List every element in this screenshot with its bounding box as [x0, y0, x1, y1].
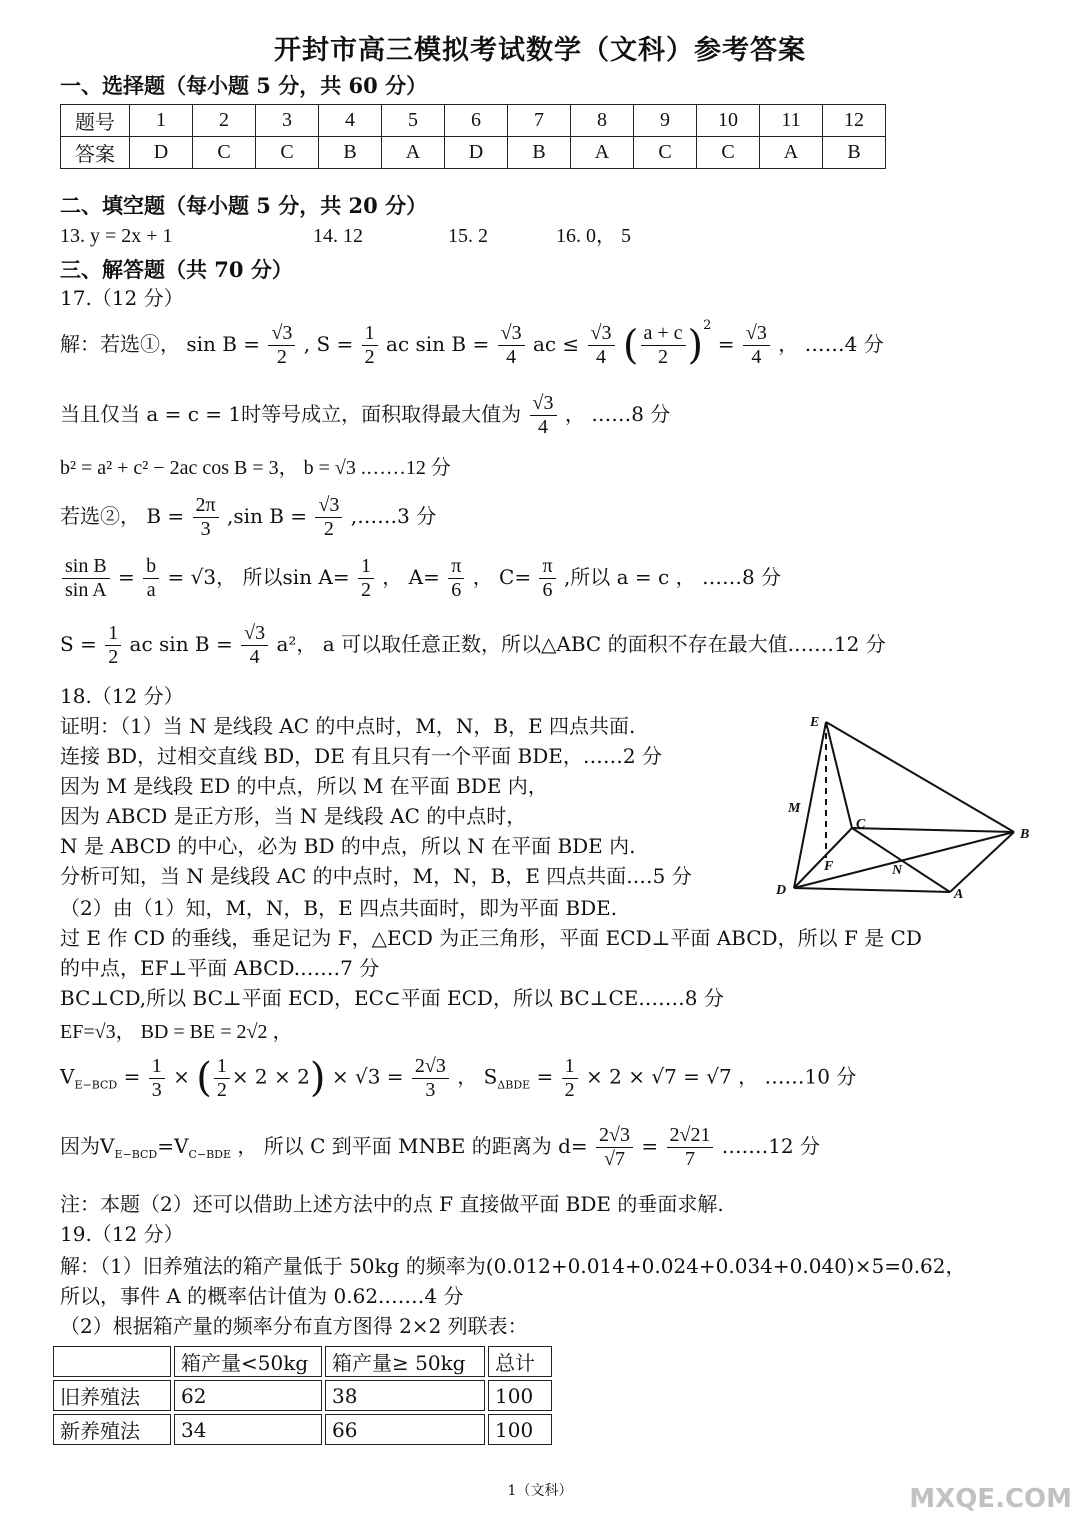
denominator: 2	[360, 579, 371, 601]
q18-line-6: 分析可知，当 N 是线段 AC 的中点时，M，N，B，E 四点共面.…5 分	[60, 864, 692, 888]
fraction	[149, 1055, 165, 1102]
denominator: 4	[249, 646, 260, 668]
numerator: 1	[362, 322, 378, 346]
q18-line-5: N 是 ABCD 的中心，必为 BD 的中点，所以 N 在平面 BDE 内.	[60, 834, 636, 858]
label-d: D	[776, 883, 787, 898]
q17-line-5	[60, 555, 781, 602]
page-title: 开封市高三模拟考试数学（文科）参考答案	[274, 35, 806, 66]
q18-l12-text-f: ， S	[457, 1064, 498, 1089]
q18-line-9: 的中点，EF⊥平面 ABCD.……7 分	[60, 956, 380, 980]
label-a: A	[954, 887, 964, 902]
answer-cell: C	[634, 137, 697, 169]
fraction	[530, 392, 557, 439]
denominator: 3	[200, 518, 211, 540]
q18-l13-text-b: =V	[157, 1134, 189, 1158]
numerator: π	[539, 555, 555, 579]
fill-answer-15: 15. 2	[448, 225, 488, 247]
q17-l4-text-b: ,sin B =	[227, 504, 308, 528]
section-multiple-choice-heading: 一、选择题（每小题 5 分，共 60 分）	[60, 73, 428, 98]
answer-row	[61, 137, 886, 169]
q18-line-1: 证明：（1）当 N 是线段 AC 的中点时，M，N，B，E 四点共面.	[60, 714, 636, 738]
numerator: 1	[105, 622, 121, 646]
header-cell: 箱产量≥ 50kg	[325, 1346, 485, 1377]
denominator: 2	[108, 646, 119, 668]
q17-l5-text-b: = √3， 所以sin A=	[167, 565, 350, 589]
q17-l1-text-b: , S =	[303, 332, 354, 356]
question-number: 5	[382, 105, 445, 137]
q17-l5-text-c: ， A=	[382, 565, 440, 589]
denominator: √7	[604, 1148, 626, 1170]
question-number: 1	[130, 105, 193, 137]
q18-line-13	[60, 1124, 820, 1171]
row-label: 新养殖法	[53, 1414, 171, 1445]
subscript: C−BDE	[188, 1148, 232, 1161]
answer-cell: D	[445, 137, 508, 169]
label-c: C	[856, 817, 866, 832]
question-number: 9	[634, 105, 697, 137]
q17-l2-text-a: 当且仅当 a = c = 1时等号成立，面积取得最大值为	[60, 402, 522, 426]
q19-line-3: （2）根据箱产量的频率分布直方图得 2×2 列联表：	[60, 1314, 528, 1338]
answer-cell: C	[193, 137, 256, 169]
numerator: √3	[498, 322, 525, 346]
numerator: 1	[149, 1055, 165, 1079]
numerator: π	[448, 555, 464, 579]
subscript: E−BCD	[74, 1078, 118, 1092]
label-n: N	[892, 863, 903, 878]
q18-l13-text-c: ， 所以 C 到平面 MNBE 的距离为 d=	[237, 1134, 588, 1158]
contingency-table	[50, 1343, 555, 1448]
answer-cell: A	[571, 137, 634, 169]
q18-l13-text-e: .……12 分	[721, 1134, 821, 1158]
numerator: 1	[214, 1055, 230, 1079]
answer-cell: A	[760, 137, 823, 169]
denominator: 4	[751, 346, 762, 368]
fraction	[315, 494, 342, 541]
q17-l5-text-e: ,所以 a = c ， ……8 分	[563, 565, 782, 589]
label-m: M	[788, 801, 801, 816]
row-label: 答案	[61, 137, 130, 169]
denominator: 3	[151, 1078, 162, 1101]
q18-line-11: EF=√3， BD = BE = 2√2 ，	[60, 1021, 293, 1043]
table-row	[53, 1414, 552, 1445]
answer-cell: D	[130, 137, 193, 169]
q17-l1-text-e: =	[717, 332, 735, 356]
question-number: 7	[508, 105, 571, 137]
q17-line-2	[60, 392, 670, 439]
contingency-header-row	[53, 1346, 552, 1377]
table-cell: 34	[174, 1414, 322, 1445]
denominator: 4	[506, 346, 517, 368]
fraction	[241, 622, 268, 669]
edge-da	[794, 888, 950, 892]
numerator: √3	[241, 622, 268, 646]
numerator: √3	[268, 322, 295, 346]
q18-l13-text-a: 因为V	[60, 1134, 115, 1158]
numerator: 2√3	[596, 1124, 633, 1148]
numerator: sin B	[62, 555, 110, 579]
q18-line-8: 过 E 作 CD 的垂线，垂足记为 F，△ECD 为正三角形，平面 ECD⊥平面 ABCD，所以 F 是 CD	[60, 926, 922, 950]
table-cell: 66	[325, 1414, 485, 1445]
q18-heading: 18.（12 分）	[60, 684, 184, 708]
q19-line-1: 解：（1）旧养殖法的箱产量低于 50kg 的频率为(0.012+0.014+0.024+0.034+0.040)×5=0.62，	[60, 1254, 966, 1278]
edge-dc	[794, 828, 852, 888]
q17-l5-text-a: =	[118, 565, 135, 589]
edge-cb	[852, 828, 1014, 832]
question-number: 6	[445, 105, 508, 137]
subscript: ΔBDE	[497, 1078, 531, 1092]
q17-l5-text-d: ， C=	[472, 565, 532, 589]
q17-l4-text-c: ,……3 分	[350, 504, 437, 528]
q18-line-3: 因为 M 是线段 ED 的中点，所以 M 在平面 BDE 内，	[60, 774, 548, 798]
q17-l6-text-a: S =	[60, 632, 97, 656]
diagonal-ca	[852, 828, 950, 892]
q18-note: 注：本题（2）还可以借助上述方法中的点 F 直接做平面 BDE 的垂面求解.	[60, 1192, 724, 1216]
q17-line-1: 解：若选①， sin B = $\frac{√3}{2}$ , S = $\frac{1}{2}$ ac sin B = $\frac{√3}{4}$ ac ≤ $\frac{√3}{4}$ ( $\frac{a + c}{2}$ )$^2$ = $\frac{√3}{4}$ ， ……4 分	[60, 318, 884, 369]
numerator: √3	[315, 494, 342, 518]
edge-ec	[826, 722, 852, 828]
pyramid-figure	[770, 708, 1040, 908]
fraction	[596, 1124, 633, 1171]
fraction	[448, 555, 464, 602]
q18-l12-text-c: ×	[173, 1064, 190, 1089]
numerator: √3	[588, 322, 615, 346]
q18-l13-text-d: =	[641, 1134, 659, 1158]
answer-cell: A	[382, 137, 445, 169]
q18-line-4: 因为 ABCD 是正方形，当 N 是线段 AC 的中点时，	[60, 804, 527, 828]
q17-line-6	[60, 622, 886, 669]
fill-answer-16: 16. 0， 5	[556, 225, 631, 247]
answer-cell: B	[319, 137, 382, 169]
fraction	[641, 322, 686, 369]
denominator: 2	[323, 518, 334, 540]
denominator: 2	[364, 346, 375, 368]
q18-line-10: BC⊥CD,所以 BC⊥平面 ECD，EC⊂平面 ECD，所以 BC⊥CE.……8 分	[60, 986, 724, 1010]
numerator: √3	[530, 392, 557, 416]
denominator: 4	[538, 416, 548, 438]
fraction	[562, 1055, 578, 1102]
edge-eb	[826, 722, 1014, 832]
fraction	[214, 1055, 230, 1102]
subscript: E−BCD	[114, 1148, 158, 1161]
fraction	[193, 494, 219, 541]
q17-l6-text-b: ac sin B =	[129, 632, 233, 656]
table-row	[53, 1380, 552, 1411]
q18-line-7: （2）由（1）知，M，N，B，E 四点共面时，即为平面 BDE.	[60, 896, 618, 920]
numerator: 2π	[193, 494, 219, 518]
q18-line-12: $V_{E-BCD}$ = $\frac{1}{3}$ × ( $\frac{1}{2}$ × 2 × 2) × √3 = $\frac{2√3}{3}$ ， $S_{\Delta BDE}$ = $\frac{1}{2}$ × 2 × √7 = √7 ， ……10 分	[60, 1054, 857, 1101]
denominator: 4	[596, 346, 607, 368]
numerator: 1	[562, 1055, 578, 1079]
table-cell: 100	[488, 1380, 552, 1411]
table-cell: 100	[488, 1414, 552, 1445]
question-number-row	[61, 105, 886, 137]
table-cell: 38	[325, 1380, 485, 1411]
exponent: 2	[703, 318, 712, 333]
denominator: 2	[564, 1078, 575, 1101]
denominator: 2	[658, 346, 669, 368]
fraction	[62, 555, 110, 602]
section-solutions-heading: 三、解答题（共 70 分）	[60, 257, 293, 282]
denominator: 6	[542, 579, 553, 601]
label-e: E	[810, 715, 820, 730]
numerator: √3	[743, 322, 770, 346]
q17-heading: 17.（12 分）	[60, 286, 184, 310]
fill-answer-14: 14. 12	[313, 225, 363, 247]
q19-heading: 19.（12 分）	[60, 1222, 184, 1246]
table-cell: 62	[174, 1380, 322, 1411]
denominator: 7	[684, 1148, 695, 1170]
fraction	[412, 1055, 449, 1102]
fraction	[588, 322, 615, 369]
label-f: F	[824, 859, 834, 874]
q18-l12-text-a: V	[60, 1064, 75, 1089]
page-footer: 1（文科）	[507, 1483, 573, 1499]
section-fill-in-heading: 二、填空题（每小题 5 分，共 20 分）	[60, 193, 428, 218]
numerator: 2√3	[412, 1055, 449, 1079]
denominator: sin A	[65, 579, 107, 601]
fraction	[498, 322, 525, 369]
header-cell: 总计	[488, 1346, 552, 1377]
q17-l2-text-b: ， ……8 分	[564, 402, 671, 426]
multiple-choice-answer-table	[60, 104, 886, 169]
q18-line-2: 连接 BD，过相交直线 BD，DE 有且只有一个平面 BDE，……2 分	[60, 744, 662, 768]
watermark: MXQE.COM	[909, 1484, 1072, 1514]
fraction	[667, 1124, 714, 1171]
q19-line-2: 所以，事件 A 的概率估计值为 0.62.……4 分	[60, 1284, 464, 1308]
answer-cell: B	[508, 137, 571, 169]
fraction	[143, 555, 159, 602]
question-number: 12	[823, 105, 886, 137]
q17-line-4	[60, 494, 436, 541]
row-label: 旧养殖法	[53, 1380, 171, 1411]
label-b: B	[1020, 827, 1030, 842]
denominator: 3	[425, 1078, 436, 1101]
q17-line-3: b² = a² + c² − 2ac cos B = 3， b = √3 .……12 分	[60, 457, 451, 479]
denominator: 2	[216, 1078, 227, 1101]
question-number: 2	[193, 105, 256, 137]
header-cell	[53, 1346, 171, 1377]
row-label: 题号	[61, 105, 130, 137]
question-number: 11	[760, 105, 823, 137]
numerator: 2√21	[667, 1124, 714, 1148]
q17-l1-text-f: ， ……4 分	[778, 332, 884, 356]
numerator: a + c	[641, 322, 686, 346]
q18-l12-text-d: × 2 × 2	[231, 1064, 310, 1089]
fraction	[105, 622, 121, 669]
question-number: 8	[571, 105, 634, 137]
q17-l6-text-c: a²， a 可以取任意正数，所以△ABC 的面积不存在最大值.……12 分	[276, 632, 886, 656]
answer-cell: B	[823, 137, 886, 169]
q17-l1-text-a: 解：若选①， sin B =	[60, 332, 261, 356]
q17-l4-text-a: 若选②， B =	[60, 504, 185, 528]
answer-cell: C	[256, 137, 319, 169]
q18-l12-text-e: × √3 =	[331, 1064, 404, 1089]
denominator: a	[146, 579, 156, 601]
header-cell: 箱产量<50kg	[174, 1346, 322, 1377]
q18-l12-text-b: =	[123, 1064, 141, 1089]
fraction	[743, 322, 770, 369]
q17-l1-text-d: ac ≤	[532, 332, 580, 356]
answer-cell: C	[697, 137, 760, 169]
q18-l12-text-h: × 2 × √7 = √7 ， ……10 分	[586, 1064, 857, 1089]
denominator: 6	[451, 579, 462, 601]
question-number: 10	[697, 105, 760, 137]
fill-answer-13: 13. y = 2x + 1	[60, 225, 173, 247]
fraction	[268, 322, 295, 369]
numerator: b	[143, 555, 159, 579]
q17-l1-text-c: ac sin B =	[386, 332, 490, 356]
numerator: 1	[358, 555, 374, 579]
fraction	[362, 322, 378, 369]
q18-l12-text-g: =	[536, 1064, 554, 1089]
question-number: 4	[319, 105, 382, 137]
fraction	[539, 555, 555, 602]
fraction	[358, 555, 374, 602]
denominator: 2	[276, 346, 287, 368]
question-number: 3	[256, 105, 319, 137]
